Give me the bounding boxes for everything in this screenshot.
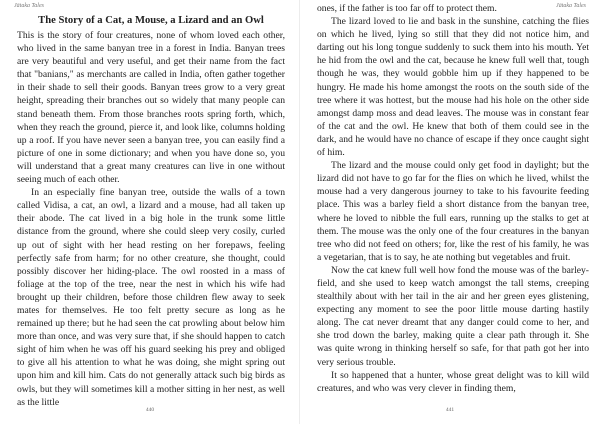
paragraph: Now the cat knew full well how fond the mouse was of the barley-field, and she used to keep watch amongst the tall stems, creeping stealthily about with her tail in the air and her green eyes glistening, expecting any moment to see the poor little mouse darting hastily along. The cat never dreamt that any danger could come to her, and she trod down the barley, making quite a clear path through it. She was quite wrong in thinking herself so safe, for that path got her into very serious trouble. [317,264,589,368]
right-page-text [317,2,589,395]
paragraph: The lizard and the mouse could only get food in daylight; but the lizard did not have to go far for the flies on which he lived, whilst the mouse had a very dangerous journey to take to his favourite feeding place. This was a barley field a short distance from the banyan tree, where he loved to nibble the full ears, running up the stalks to get at them. The mouse was the only one of the four creatures in the banyan tree who did not feed on others; for, like the rest of his family, he was a vegetarian, that is to say, he ate nothing but vegetables and fruit. [317,160,589,263]
right-page [300,0,600,424]
paragraph: It so happened that a hunter, whose great delight was to kill wild creatures, and who was very clever in finding them, [317,369,589,394]
story-title: The Story of a Cat, a Mouse, a Lizard and an Owl [38,15,264,26]
paragraph: ones, if the father is too far off to protect them. [317,3,497,14]
paragraph: The lizard loved to lie and bask in the sunshine, catching the flies on which he lived, lying so still that they did not notice him, and darting out his long tongue suddenly to suck them into his mouth. Yet he hid from the owl and the cat, because he knew full well that, tough though he was, they would gobble him up if they happened to be hungry. He made his home amongst the roots on the south side of the tree where it was hottest, but the mouse had his hole on the other side amongst damp moss and dead leaves. The mouse was in constant fear of the cat and the owl. He knew that both of them could see in the dark, and he would have no chance of escape if they once caught sight of him. [317,16,589,159]
running-head-left: Jātaka Tales [14,3,44,9]
paragraph: In an especially fine banyan tree, outside the walls of a town called Vidisa, a cat, an owl, a lizard and a mouse, had all taken up their abode. The cat lived in a big hole in the trunk some little distance from the ground, where she could sleep very cosily, curled up out of sight with her head resting on her forepaws, feeling perfectly safe from harm; for no other creature, she thought, could possibly discover her hiding-place. The owl roosted in a mass of foliage at the top of the tree, near the nest in which his wife had brought up their children, before those children flew away to seek mates for themselves. He too felt pretty secure as long as he remained up there; but he had seen the cat prowling about below him more than once, and was very sure that, if she should happen to catch sight of him when he was off his guard seeking his prey and obliged to give all his attention to what he was doing, she might spring out upon him and kill him. Cats do not generally attack such big birds as owls, but they will sometimes kill a mother sitting in her nest, as well as the little [17,187,285,408]
page-number-left: 440 [145,407,155,413]
paragraph: This is the story of four creatures, none of whom loved each other, who lived in the same banyan tree in a forest in India. Banyan trees are very beautiful and very useful, and get their name from the fact that "banians," as merchants are called in India, often gather together in their shade to sell their goods. Banyan trees grow to a very great height, spreading their branches out so widely that many people can stand beneath them. From those branches roots spring forth, which, when they reach the ground, pierce it, and look like, columns holding up a roof. If you have never seen a banyan tree, you can easily find a picture of one in some dictionary; and when you have done so, you will understand that a great many creatures can live in one without seeing much of each other. [17,30,285,186]
left-page-text [17,13,285,409]
page-number-right: 441 [445,407,455,413]
running-head-right: Jātaka Tales [556,3,586,9]
